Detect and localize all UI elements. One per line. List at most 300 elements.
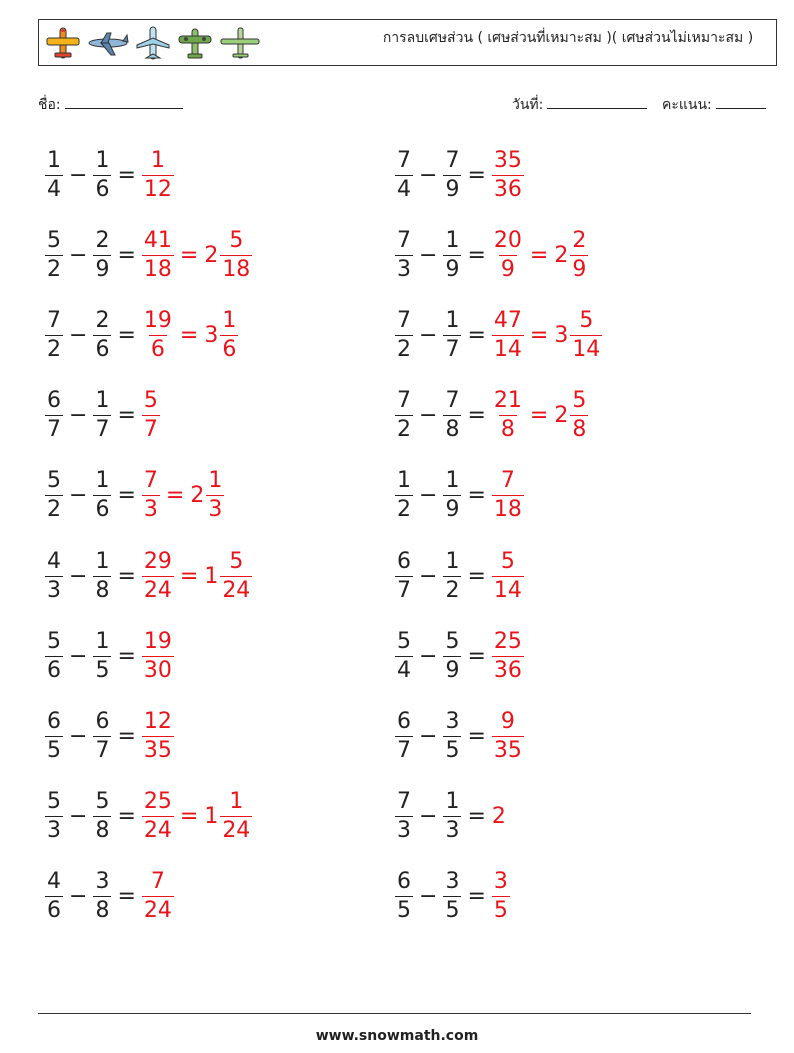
fraction bbox=[45, 548, 63, 603]
denominator: 2 bbox=[47, 497, 61, 523]
denominator: 24 bbox=[143, 898, 172, 924]
denominator: 18 bbox=[493, 497, 522, 523]
fraction bbox=[93, 548, 111, 603]
equals-sign: = bbox=[529, 242, 549, 268]
fraction-problem bbox=[45, 143, 174, 207]
denominator: 2 bbox=[47, 256, 61, 282]
fraction bbox=[492, 227, 524, 282]
fraction bbox=[492, 708, 524, 763]
fraction bbox=[142, 628, 174, 683]
answer bbox=[492, 390, 588, 441]
green-small-plane-icon bbox=[219, 25, 261, 61]
denominator: 6 bbox=[150, 336, 165, 362]
fraction-problem bbox=[45, 464, 224, 528]
fraction-problem bbox=[395, 464, 524, 528]
denominator: 35 bbox=[143, 737, 172, 763]
fraction bbox=[492, 390, 524, 441]
fraction bbox=[45, 470, 63, 521]
numerator: 5 bbox=[95, 789, 110, 815]
denominator: 9 bbox=[445, 657, 460, 683]
denominator: 6 bbox=[47, 898, 61, 924]
name-label: ชื่อ: bbox=[38, 97, 61, 113]
mixed-fraction bbox=[220, 227, 252, 282]
numerator: 5 bbox=[572, 388, 587, 414]
mixed-whole: 2 bbox=[190, 483, 205, 509]
equals-sign: = bbox=[467, 322, 486, 348]
fraction bbox=[395, 147, 413, 202]
numerator: 25 bbox=[143, 789, 172, 815]
denominator: 3 bbox=[208, 497, 223, 523]
mixed-whole: 1 bbox=[204, 563, 219, 589]
numerator: 7 bbox=[143, 468, 158, 494]
lightblue-plane-icon bbox=[135, 25, 171, 61]
equals-sign: = bbox=[117, 643, 136, 669]
score-field bbox=[662, 94, 766, 116]
fraction bbox=[45, 147, 63, 202]
fraction-problem bbox=[45, 704, 174, 768]
fraction bbox=[142, 708, 174, 763]
date-line[interactable] bbox=[547, 94, 647, 109]
denominator: 3 bbox=[143, 497, 158, 523]
fraction-problem bbox=[395, 865, 510, 929]
fraction bbox=[395, 548, 413, 603]
denominator: 7 bbox=[47, 417, 61, 443]
equals-sign: = bbox=[117, 884, 136, 910]
fraction bbox=[93, 791, 111, 842]
numerator: 19 bbox=[143, 628, 172, 654]
numerator: 5 bbox=[579, 307, 594, 333]
mixed-fraction bbox=[570, 227, 588, 282]
fraction bbox=[93, 470, 111, 521]
answer bbox=[142, 871, 174, 922]
answer bbox=[142, 708, 174, 763]
numerator: 3 bbox=[445, 869, 460, 895]
equals-sign: = bbox=[179, 322, 199, 348]
fraction bbox=[142, 548, 174, 603]
denominator: 2 bbox=[397, 497, 411, 523]
numerator: 7 bbox=[500, 468, 515, 494]
mixed-fraction bbox=[570, 390, 588, 441]
equals-sign: = bbox=[117, 162, 136, 188]
numerator: 12 bbox=[143, 708, 172, 734]
denominator: 4 bbox=[397, 657, 411, 683]
numerator: 5 bbox=[229, 227, 244, 253]
numerator: 3 bbox=[95, 869, 110, 895]
orange-plane-icon bbox=[45, 25, 81, 61]
answer bbox=[492, 548, 524, 603]
minus-sign: − bbox=[69, 884, 88, 910]
fraction bbox=[45, 390, 63, 441]
minus-sign: − bbox=[419, 322, 438, 348]
fraction bbox=[492, 307, 524, 362]
numerator: 6 bbox=[397, 708, 411, 734]
name-field bbox=[38, 94, 183, 116]
minus-sign: − bbox=[69, 643, 88, 669]
minus-sign: − bbox=[69, 242, 88, 268]
equals-sign: = bbox=[467, 723, 486, 749]
fraction bbox=[142, 791, 174, 842]
minus-sign: − bbox=[69, 483, 88, 509]
denominator: 7 bbox=[143, 417, 158, 443]
equals-sign: = bbox=[179, 804, 199, 830]
worksheet-header bbox=[38, 19, 777, 66]
denominator: 36 bbox=[493, 657, 522, 683]
fraction-problem bbox=[395, 384, 588, 448]
denominator: 24 bbox=[222, 577, 251, 603]
fraction bbox=[443, 307, 461, 362]
minus-sign: − bbox=[419, 723, 438, 749]
numerator: 3 bbox=[493, 869, 508, 895]
numerator: 25 bbox=[493, 628, 522, 654]
mixed-fraction bbox=[570, 307, 602, 362]
answer bbox=[142, 390, 160, 441]
fraction bbox=[395, 708, 413, 763]
answer bbox=[492, 307, 602, 362]
date-label: วันที่: bbox=[512, 97, 544, 113]
score-line[interactable] bbox=[716, 94, 766, 109]
denominator: 4 bbox=[397, 176, 411, 202]
answer bbox=[492, 708, 524, 763]
numerator: 5 bbox=[445, 628, 460, 654]
airplane-icons-row bbox=[45, 24, 261, 62]
fraction bbox=[45, 791, 63, 842]
numerator: 6 bbox=[47, 708, 61, 734]
fraction-problem bbox=[395, 704, 524, 768]
numerator: 1 bbox=[47, 147, 61, 173]
fraction bbox=[492, 548, 524, 603]
denominator: 6 bbox=[95, 497, 110, 523]
denominator: 5 bbox=[397, 898, 411, 924]
denominator: 6 bbox=[95, 336, 110, 362]
numerator: 5 bbox=[500, 548, 515, 574]
numerator: 1 bbox=[150, 147, 165, 173]
numerator: 1 bbox=[229, 789, 244, 815]
numerator: 7 bbox=[397, 147, 411, 173]
answer bbox=[492, 147, 524, 202]
denominator: 9 bbox=[445, 497, 460, 523]
fraction bbox=[45, 227, 63, 282]
mixed-whole: 2 bbox=[554, 242, 569, 268]
numerator: 7 bbox=[397, 227, 411, 253]
numerator: 1 bbox=[222, 307, 237, 333]
denominator: 14 bbox=[493, 336, 522, 362]
equals-sign: = bbox=[467, 162, 486, 188]
answer bbox=[492, 628, 524, 683]
fraction bbox=[45, 628, 63, 683]
fraction bbox=[93, 227, 111, 282]
minus-sign: − bbox=[69, 162, 88, 188]
equals-sign: = bbox=[179, 242, 199, 268]
equals-sign: = bbox=[529, 322, 549, 348]
denominator: 9 bbox=[95, 256, 110, 282]
equals-sign: = bbox=[165, 483, 185, 509]
numerator: 1 bbox=[445, 468, 460, 494]
mixed-whole: 2 bbox=[554, 403, 569, 429]
numerator: 5 bbox=[47, 628, 61, 654]
denominator: 7 bbox=[397, 737, 411, 763]
answer bbox=[142, 548, 252, 603]
equals-sign: = bbox=[467, 403, 486, 429]
fraction bbox=[492, 147, 524, 202]
denominator: 14 bbox=[493, 577, 522, 603]
answer bbox=[142, 227, 252, 282]
denominator: 2 bbox=[397, 336, 411, 362]
fraction-problem bbox=[395, 303, 602, 367]
equals-sign: = bbox=[117, 723, 136, 749]
fraction bbox=[45, 871, 63, 922]
denominator: 9 bbox=[500, 256, 515, 282]
numerator: 6 bbox=[95, 708, 110, 734]
numerator: 5 bbox=[47, 227, 61, 253]
fraction bbox=[142, 470, 160, 521]
answer bbox=[142, 147, 174, 202]
fraction-problem bbox=[45, 544, 252, 608]
numerator: 2 bbox=[95, 307, 110, 333]
equals-sign: = bbox=[467, 804, 486, 830]
numerator: 7 bbox=[445, 147, 460, 173]
equals-sign: = bbox=[467, 242, 486, 268]
mixed-fraction bbox=[206, 470, 224, 521]
denominator: 8 bbox=[95, 577, 110, 603]
equals-sign: = bbox=[117, 242, 136, 268]
fraction-problem bbox=[395, 624, 524, 688]
equals-sign: = bbox=[529, 403, 549, 429]
numerator: 41 bbox=[143, 227, 172, 253]
numerator: 35 bbox=[493, 147, 522, 173]
minus-sign: − bbox=[69, 804, 88, 830]
fraction bbox=[395, 628, 413, 683]
denominator: 2 bbox=[397, 417, 411, 443]
numerator: 9 bbox=[500, 708, 515, 734]
fraction-problem bbox=[395, 544, 524, 608]
footer-divider bbox=[38, 1013, 751, 1014]
fraction bbox=[443, 628, 461, 683]
numerator: 2 bbox=[95, 227, 110, 253]
fraction bbox=[142, 147, 174, 202]
denominator: 30 bbox=[143, 657, 172, 683]
minus-sign: − bbox=[419, 804, 438, 830]
equals-sign: = bbox=[179, 563, 199, 589]
numerator: 7 bbox=[397, 307, 411, 333]
equals-sign: = bbox=[117, 403, 136, 429]
mixed-whole: 2 bbox=[204, 242, 219, 268]
fraction bbox=[443, 147, 461, 202]
numerator: 1 bbox=[95, 548, 110, 574]
fraction bbox=[395, 390, 413, 441]
fraction-problem bbox=[395, 223, 588, 287]
denominator: 9 bbox=[572, 256, 587, 282]
fraction-problem bbox=[395, 143, 524, 207]
fraction bbox=[492, 628, 524, 683]
fraction bbox=[443, 390, 461, 441]
denominator: 6 bbox=[95, 176, 110, 202]
denominator: 12 bbox=[143, 176, 172, 202]
denominator: 6 bbox=[222, 336, 237, 362]
denominator: 7 bbox=[445, 336, 460, 362]
numerator: 6 bbox=[397, 869, 411, 895]
mixed-whole: 3 bbox=[204, 322, 219, 348]
fraction bbox=[443, 708, 461, 763]
worksheet-title: การลบเศษส่วน ( เศษส่วนที่เหมาะสม )( เศษส่วนไม่เหมาะสม ) bbox=[382, 30, 754, 46]
score-label: คะแนน: bbox=[662, 97, 712, 113]
denominator: 35 bbox=[493, 737, 522, 763]
mixed-whole: 1 bbox=[204, 804, 219, 830]
equals-sign: = bbox=[467, 563, 486, 589]
fraction bbox=[93, 147, 111, 202]
denominator: 3 bbox=[47, 577, 61, 603]
answer bbox=[492, 871, 510, 922]
denominator: 5 bbox=[47, 737, 61, 763]
numerator: 5 bbox=[229, 548, 244, 574]
fraction bbox=[443, 791, 461, 842]
numerator: 20 bbox=[493, 227, 522, 253]
fraction bbox=[45, 708, 63, 763]
minus-sign: − bbox=[69, 723, 88, 749]
minus-sign: − bbox=[419, 242, 438, 268]
denominator: 3 bbox=[397, 256, 411, 282]
numerator: 6 bbox=[47, 388, 61, 414]
fraction bbox=[142, 227, 174, 282]
fraction bbox=[93, 628, 111, 683]
minus-sign: − bbox=[419, 403, 438, 429]
denominator: 14 bbox=[572, 336, 601, 362]
footer-url: www.snowmath.com bbox=[315, 1028, 479, 1044]
denominator: 2 bbox=[47, 336, 61, 362]
mixed-whole: 3 bbox=[554, 322, 569, 348]
mixed-fraction bbox=[220, 307, 238, 362]
numerator: 3 bbox=[445, 708, 460, 734]
numerator: 1 bbox=[95, 388, 110, 414]
denominator: 7 bbox=[95, 417, 110, 443]
fraction bbox=[93, 708, 111, 763]
numerator: 1 bbox=[397, 468, 411, 494]
date-field bbox=[512, 94, 647, 116]
denominator: 5 bbox=[445, 737, 460, 763]
numerator: 2 bbox=[572, 227, 587, 253]
fraction bbox=[395, 871, 413, 922]
denominator: 8 bbox=[95, 818, 110, 844]
fraction bbox=[395, 470, 413, 521]
minus-sign: − bbox=[419, 483, 438, 509]
numerator: 7 bbox=[397, 789, 411, 815]
numerator: 7 bbox=[47, 307, 61, 333]
numerator: 4 bbox=[47, 548, 61, 574]
fraction-problem bbox=[45, 865, 174, 929]
denominator: 7 bbox=[397, 577, 411, 603]
minus-sign: − bbox=[69, 403, 88, 429]
numerator: 7 bbox=[397, 388, 411, 414]
numerator: 19 bbox=[143, 307, 172, 333]
denominator: 8 bbox=[95, 898, 110, 924]
answer bbox=[142, 307, 238, 362]
fraction-problem bbox=[45, 384, 160, 448]
fraction-problem bbox=[45, 624, 174, 688]
equals-sign: = bbox=[117, 322, 136, 348]
equals-sign: = bbox=[117, 483, 136, 509]
denominator: 8 bbox=[572, 417, 587, 443]
numerator: 7 bbox=[445, 388, 460, 414]
denominator: 36 bbox=[493, 176, 522, 202]
fraction-problem bbox=[395, 785, 506, 849]
fraction bbox=[443, 227, 461, 282]
numerator: 1 bbox=[445, 789, 460, 815]
denominator: 24 bbox=[143, 577, 172, 603]
numerator: 4 bbox=[47, 869, 61, 895]
answer bbox=[492, 227, 588, 282]
numerator: 6 bbox=[397, 548, 411, 574]
fraction bbox=[443, 871, 461, 922]
fraction-problem bbox=[45, 223, 252, 287]
numerator: 47 bbox=[493, 307, 522, 333]
denominator: 7 bbox=[95, 737, 110, 763]
fraction bbox=[395, 791, 413, 842]
answer-whole: 2 bbox=[491, 804, 506, 830]
fraction bbox=[45, 307, 63, 362]
numerator: 5 bbox=[397, 628, 411, 654]
numerator: 1 bbox=[95, 468, 110, 494]
minus-sign: − bbox=[419, 563, 438, 589]
answer bbox=[142, 791, 252, 842]
answer bbox=[142, 628, 174, 683]
fraction bbox=[142, 871, 174, 922]
equals-sign: = bbox=[117, 804, 136, 830]
fraction bbox=[395, 227, 413, 282]
denominator: 5 bbox=[95, 657, 110, 683]
fraction bbox=[395, 307, 413, 362]
denominator: 9 bbox=[445, 176, 460, 202]
numerator: 5 bbox=[47, 789, 61, 815]
numerator: 1 bbox=[445, 307, 460, 333]
numerator: 1 bbox=[445, 227, 460, 253]
numerator: 29 bbox=[143, 548, 172, 574]
minus-sign: − bbox=[419, 162, 438, 188]
numerator: 7 bbox=[150, 869, 165, 895]
answer bbox=[492, 804, 506, 829]
green-propeller-plane-icon bbox=[177, 25, 213, 61]
denominator: 6 bbox=[47, 657, 61, 683]
denominator: 2 bbox=[445, 577, 460, 603]
denominator: 3 bbox=[397, 818, 411, 844]
minus-sign: − bbox=[419, 884, 438, 910]
numerator: 1 bbox=[445, 548, 460, 574]
fraction bbox=[142, 390, 160, 441]
answer bbox=[142, 470, 224, 521]
fraction-problem bbox=[45, 785, 252, 849]
denominator: 18 bbox=[143, 256, 172, 282]
name-line[interactable] bbox=[65, 94, 183, 109]
denominator: 5 bbox=[445, 898, 460, 924]
equals-sign: = bbox=[117, 563, 136, 589]
fraction bbox=[492, 871, 510, 922]
numerator: 21 bbox=[493, 388, 522, 414]
equals-sign: = bbox=[467, 884, 486, 910]
mixed-fraction bbox=[220, 791, 252, 842]
denominator: 3 bbox=[445, 818, 460, 844]
numerator: 1 bbox=[95, 147, 110, 173]
denominator: 5 bbox=[493, 898, 508, 924]
fraction bbox=[443, 548, 461, 603]
denominator: 4 bbox=[47, 176, 61, 202]
fraction bbox=[492, 470, 524, 521]
fraction bbox=[443, 470, 461, 521]
answer bbox=[492, 470, 524, 521]
blue-jet-icon bbox=[87, 25, 129, 61]
minus-sign: − bbox=[419, 643, 438, 669]
fraction bbox=[142, 307, 174, 362]
numerator: 1 bbox=[95, 628, 110, 654]
fraction bbox=[93, 871, 111, 922]
mixed-fraction bbox=[220, 548, 252, 603]
